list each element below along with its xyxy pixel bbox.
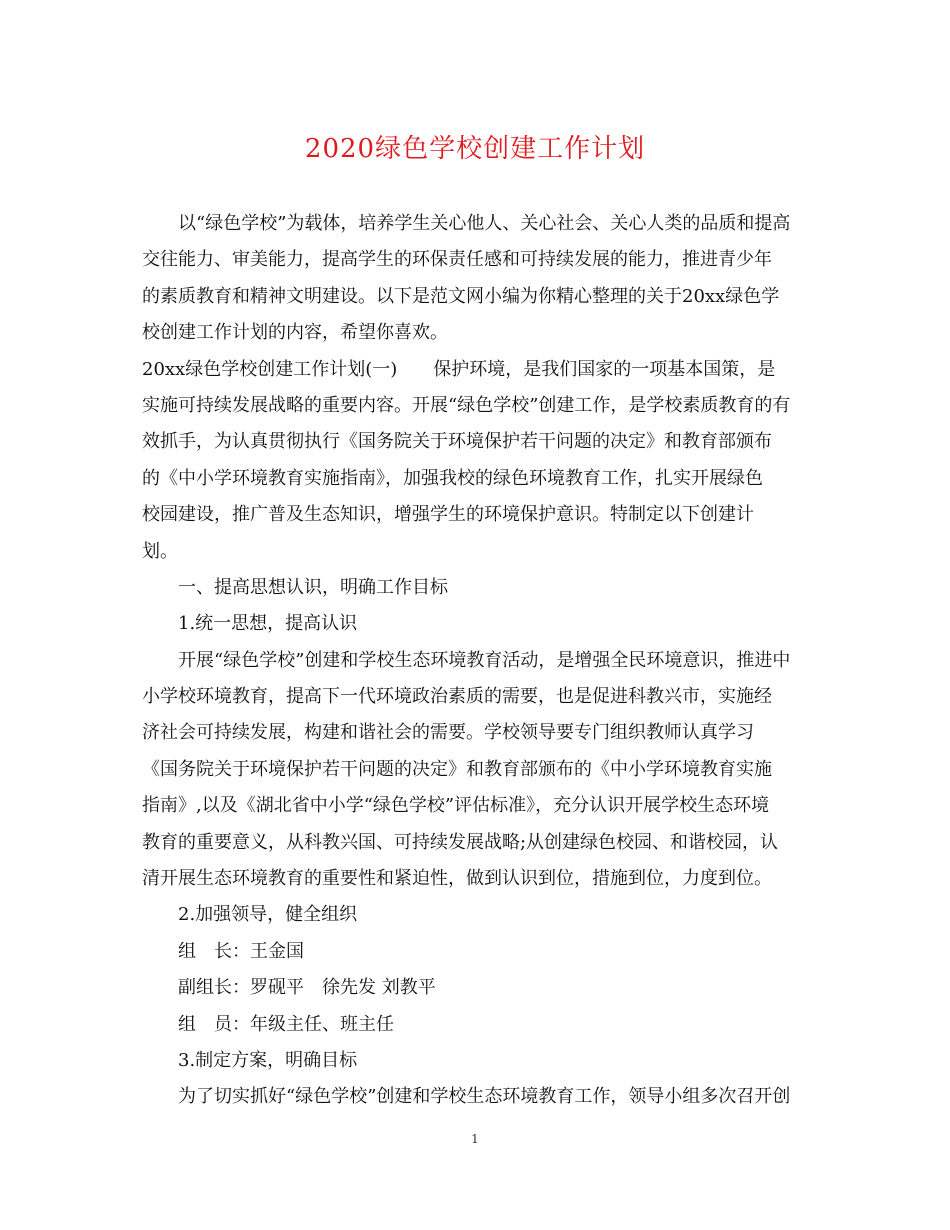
text-line: 《国务院关于环境保护若干问题的决定》和教育部颁布的《中小学环境教育实施 bbox=[142, 758, 772, 780]
text-line: 的素质教育和精神文明建设。以下是范文网小编为你精心整理的关于20xx绿色学 bbox=[142, 285, 780, 307]
text-line: 的《中小学环境教育实施指南》，加强我校的绿色环境教育工作，扎实开展绿色 bbox=[142, 467, 763, 489]
text-line: 小学校环境教育，提高下一代环境政治素质的需要，也是促进科教兴市，实施经 bbox=[142, 686, 772, 708]
text-line: 以“绿色学校”为载体，培养学生关心他人、关心社会、关心人类的品质和提高 bbox=[178, 213, 791, 234]
text-line: 指南》,以及《湖北省中小学“绿色学校”评估标准》，充分认识开展学校生态环境 bbox=[142, 795, 770, 817]
text-line: 一、提高思想认识，明确工作目标 bbox=[178, 576, 448, 598]
text-line: 教育的重要意义，从科教兴国、可持续发展战略;从创建绿色校园、和谐校园，认 bbox=[142, 831, 779, 853]
text-line: 济社会可持续发展，构建和谐社会的需要。学校领导要专门组织教师认真学习 bbox=[142, 722, 754, 744]
text-line: 组 长：王金国 bbox=[178, 940, 304, 962]
text-line: 组 员：年级主任、班主任 bbox=[178, 1013, 394, 1035]
document-body bbox=[142, 206, 818, 1116]
text-line: 校创建工作计划的内容，希望你喜欢。 bbox=[142, 322, 448, 344]
text-line: 交往能力、审美能力，提高学生的环保责任感和可持续发展的能力，推进青少年 bbox=[142, 249, 772, 271]
text-line: 3.制定方案，明确目标 bbox=[178, 1049, 358, 1071]
text-line: 校园建设，推广普及生态知识，增强学生的环境保护意识。特制定以下创建计 bbox=[142, 504, 754, 526]
page-number: 1 bbox=[471, 1132, 479, 1146]
text-line: 20xx绿色学校创建工作计划(一) 保护环境，是我们国家的一项基本国策，是 bbox=[142, 358, 776, 380]
text-line: 为了切实抓好“绿色学校”创建和学校生态环境教育工作，领导小组多次召开创 bbox=[178, 1086, 791, 1108]
text-line: 划。 bbox=[142, 540, 178, 562]
text-line: 清开展生态环境教育的重要性和紧迫性，做到认识到位，措施到位，力度到位。 bbox=[142, 868, 772, 890]
document-title: 2020绿色学校创建工作计划 bbox=[304, 134, 646, 164]
text-line: 效抓手，为认真贯彻执行《国务院关于环境保护若干问题的决定》和教育部颁布 bbox=[142, 431, 772, 453]
text-line: 开展“绿色学校”创建和学校生态环境教育活动，是增强全民环境意识，推进中 bbox=[178, 649, 791, 671]
text-line: 1.统一思想，提高认识 bbox=[178, 613, 358, 635]
text-line: 副组长：罗砚平 徐先发 刘教平 bbox=[178, 977, 436, 999]
text-line: 实施可持续发展战略的重要内容。开展“绿色学校”创建工作，是学校素质教育的有 bbox=[142, 394, 791, 416]
text-line: 2.加强领导，健全组织 bbox=[178, 904, 358, 926]
